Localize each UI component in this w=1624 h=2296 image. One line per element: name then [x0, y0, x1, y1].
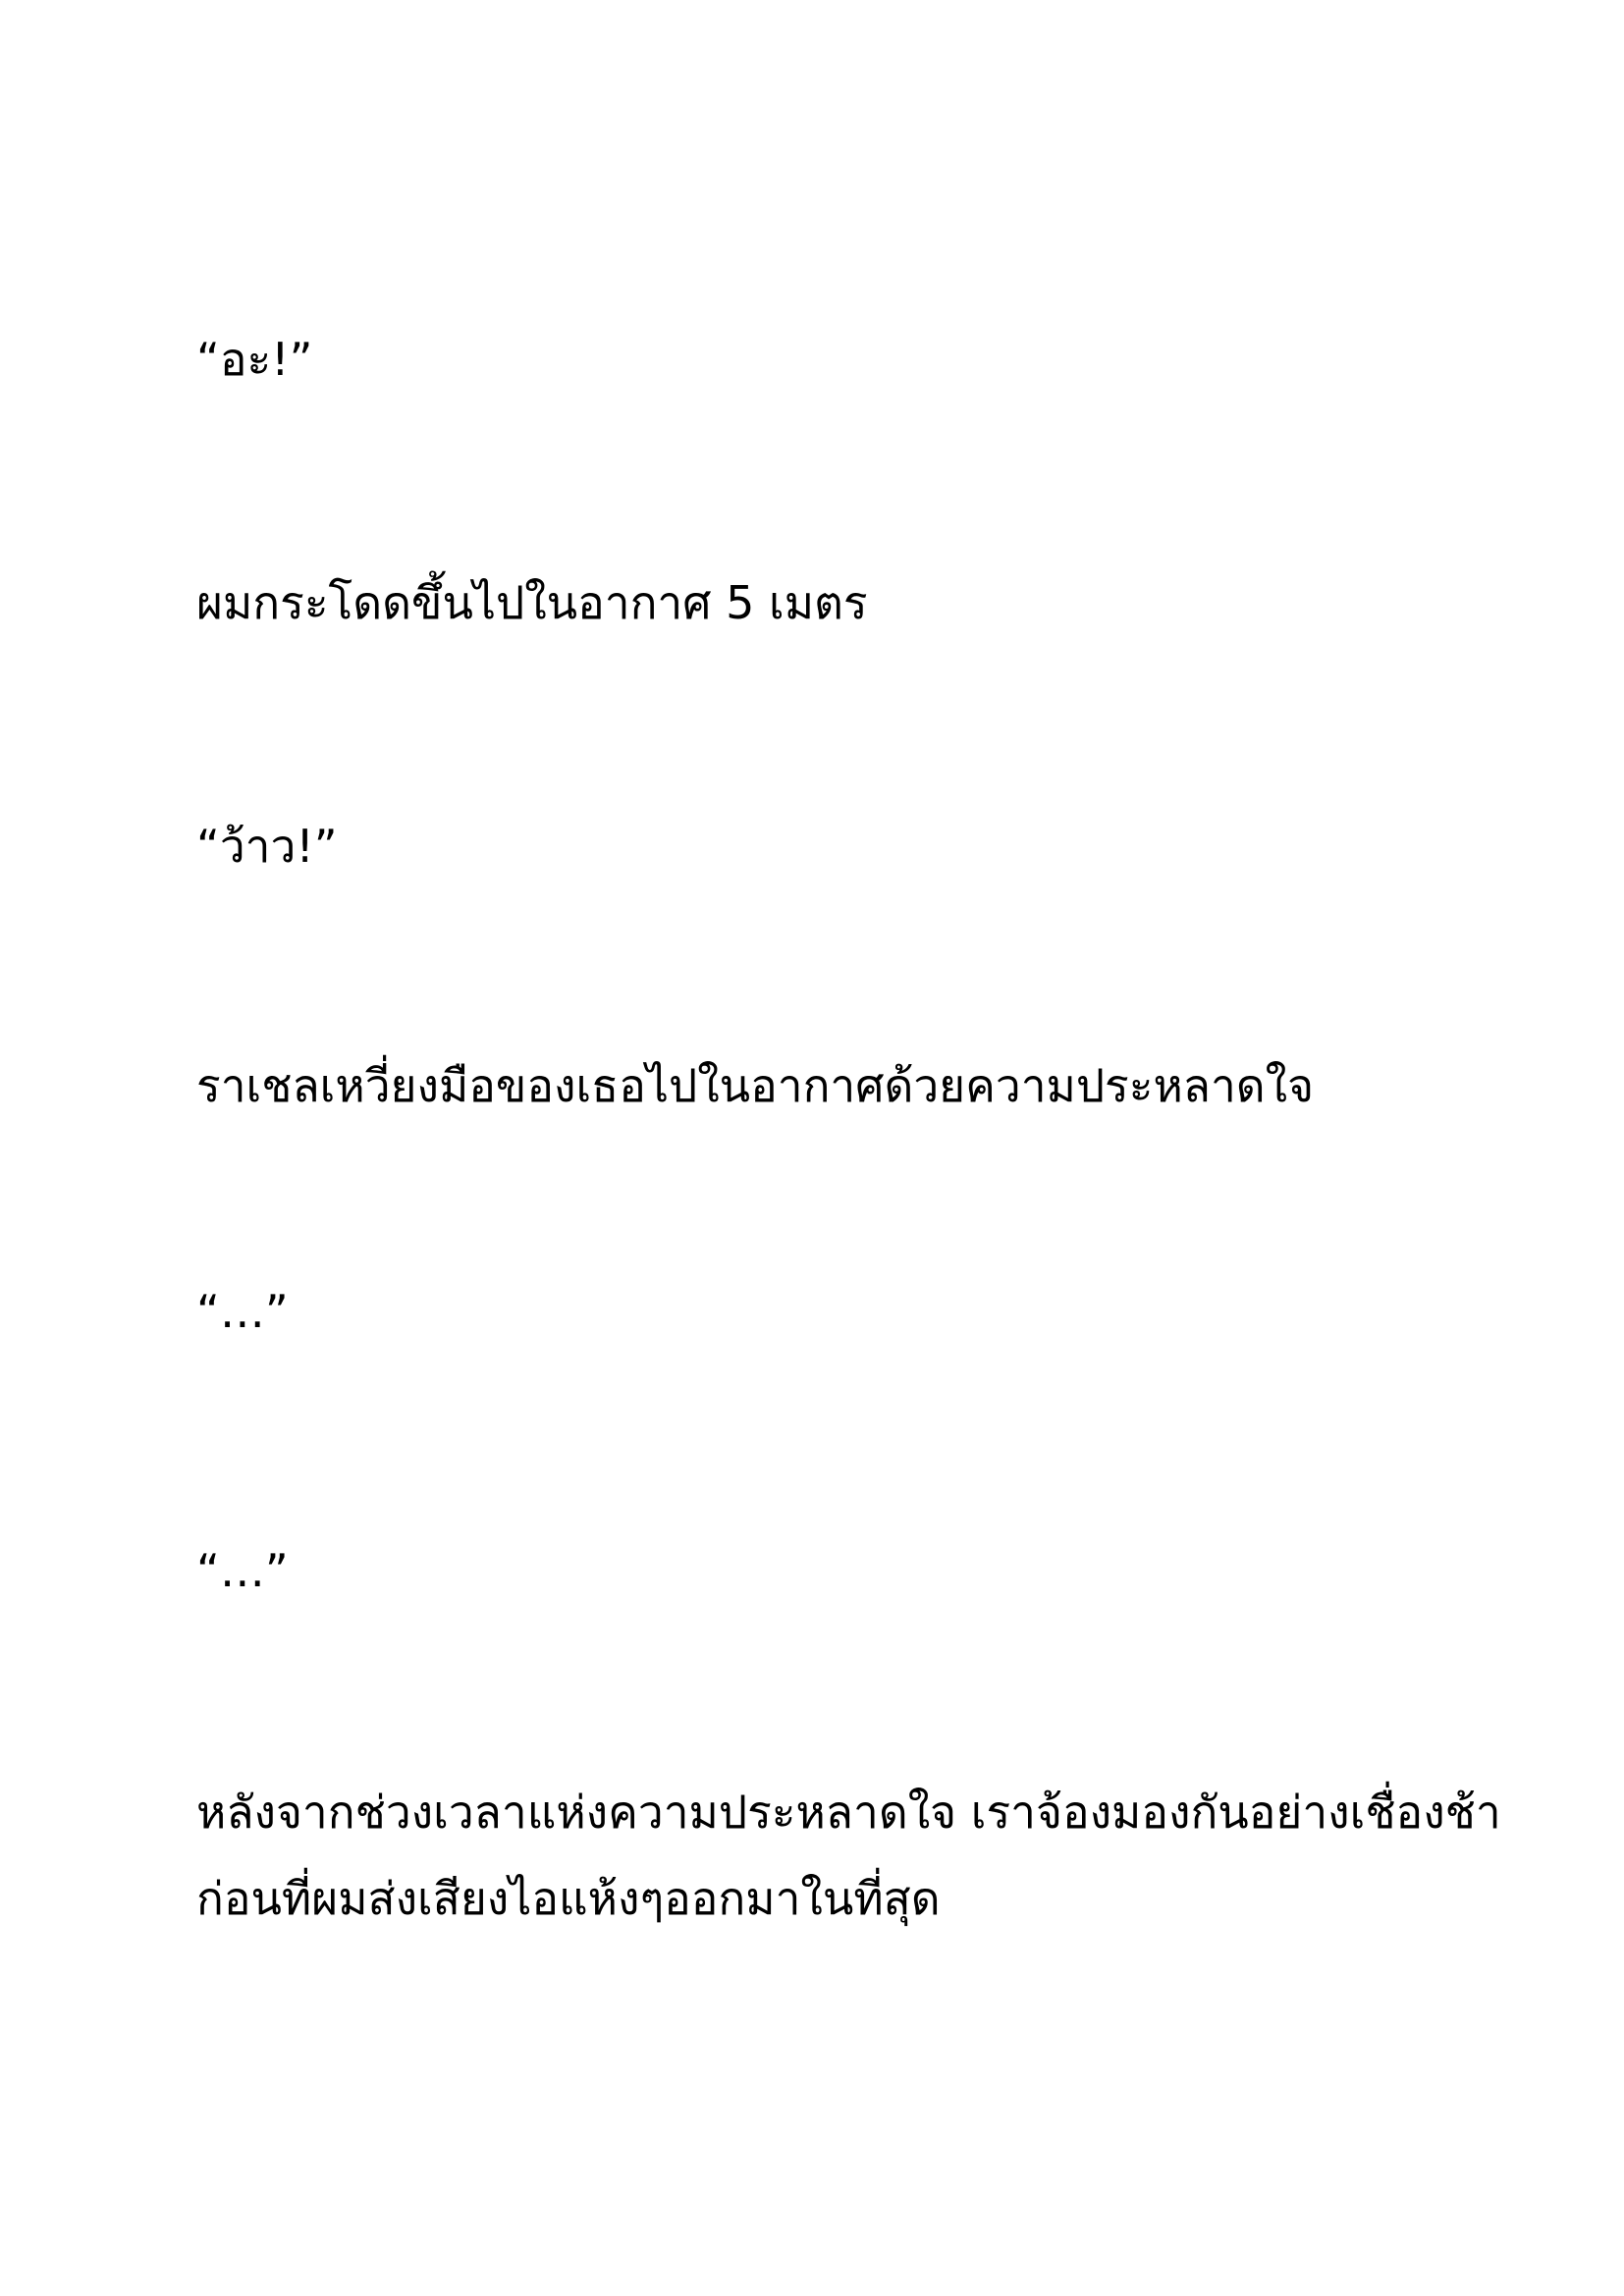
narration-cough [196, 1769, 1501, 1942]
dialogue-ellipsis-1: “…” [196, 1285, 289, 1338]
narration-jump: ผมกระโดดขึ้นไปในอากาศ 5 เมตร [196, 576, 868, 629]
narration-cough-line-2: ก่อนที่ผมส่งเสียงไอแห้งๆออกมาในที่สุด [196, 1872, 941, 1925]
narration-rachel: ราเชลเหวี่ยงมือของเธอไปในอากาศด้วยความประหลาดใจ [196, 1059, 1315, 1112]
dialogue-exclamation: “อะ!” [196, 333, 313, 386]
dialogue-wow: “ว้าว!” [196, 820, 338, 873]
narration-cough-line-1: หลังจากช่วงเวลาแห่งความประหลาดใจ เราจ้องมองกันอย่างเชื่องช้า [196, 1786, 1501, 1839]
dialogue-ellipsis-2: “…” [196, 1544, 289, 1597]
